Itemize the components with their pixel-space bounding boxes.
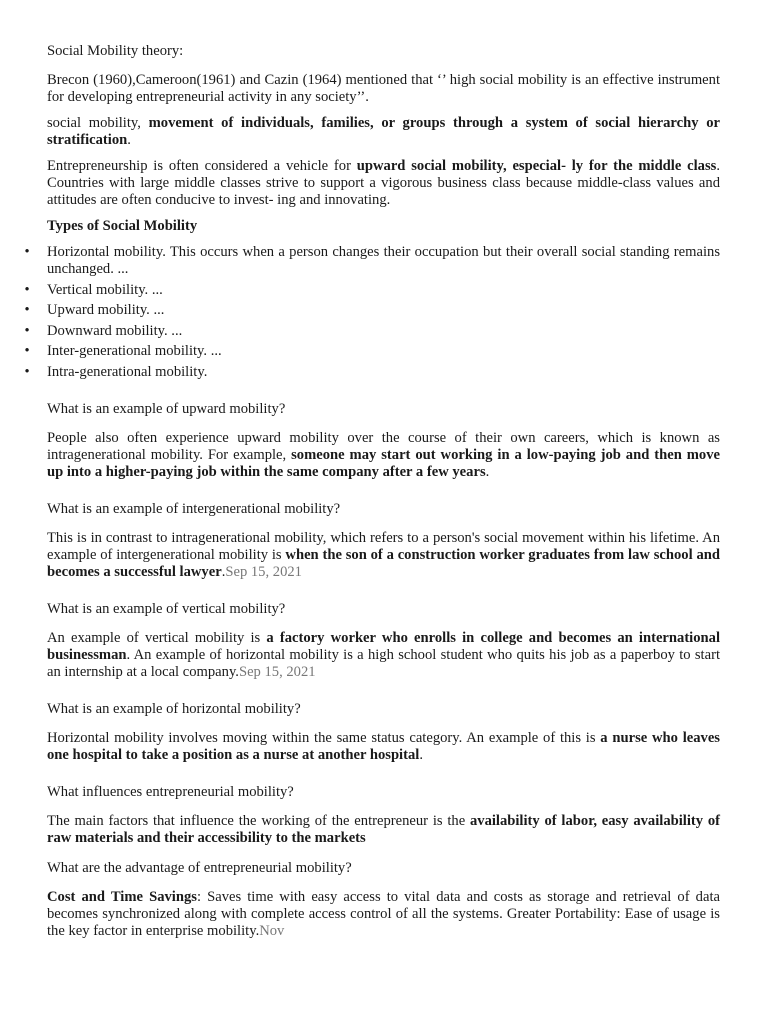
list-item-text: Upward mobility. ...: [47, 302, 165, 318]
answer-lead: People also often experience upward mobility over the course of their own careers, which is known as intragenerational mobility. For example,: [47, 429, 720, 463]
answer-bold: someone may start out working in a low-paying job and then move up into a higher-paying job within the same company after a few years: [47, 446, 720, 480]
bullet-icon: •: [24, 302, 30, 318]
answer-horizontal: [47, 730, 720, 764]
types-heading: Types of Social Mobility: [47, 218, 198, 234]
question-horizontal: What is an example of horizontal mobility?: [47, 700, 301, 717]
question-vertical: What is an example of vertical mobility?: [47, 600, 286, 617]
list-item-text: Inter-generational mobility. ...: [47, 343, 222, 359]
page-title: Social Mobility theory:: [47, 43, 184, 59]
answer-advantage: [47, 889, 720, 940]
entrepreneurship-bold: upward social mobility, especial- ly for the middle class: [356, 158, 717, 174]
answer-bold: a factory worker who enrolls in college and becomes an international businessman: [47, 629, 720, 663]
answer-lead: Horizontal mobility involves moving within the same status category. An example of this is: [47, 729, 601, 746]
list-item: [24, 343, 720, 360]
answer-lead: An example of vertical mobility is: [47, 629, 267, 646]
answer-lead: This is in contrast to intragenerational mobility, which refers to a person's social movement within his lifetime. An example of intergenerational mobility is: [47, 529, 720, 563]
bullet-icon: •: [24, 343, 30, 359]
answer-bold: a nurse who leaves one hospital to take a position as a nurse at another hospital: [47, 729, 720, 763]
list-item-text: Vertical mobility. ...: [47, 281, 163, 298]
bullet-icon: •: [24, 322, 30, 339]
answer-date: Sep 15, 2021: [225, 563, 302, 580]
list-item-text: Intra-generational mobility.: [47, 363, 208, 380]
answer-date: Sep 15, 2021: [238, 663, 316, 680]
answer-intergenerational: [47, 530, 720, 581]
bullet-icon: •: [24, 363, 30, 380]
definition-lead: social mobility,: [47, 115, 149, 131]
answer-bold: Cost and Time Savings: [47, 888, 197, 905]
answer-influences: [47, 813, 720, 847]
question-advantage: What are the advantage of entrepreneurial mobility?: [47, 859, 352, 876]
question-upward: What is an example of upward mobility?: [47, 400, 286, 417]
answer-upward: [47, 430, 720, 481]
definition-tail: .: [127, 132, 131, 148]
answer-lead: The main factors that influence the working of the entrepreneur is the: [47, 812, 470, 829]
list-item: [24, 244, 720, 278]
intro-paragraph: Brecon (1960),Cameroon(1961) and Cazin (1964) mentioned that ‘’ high social mobility is an effective instrument for developing entrepreneurial activity in any society’’.: [47, 72, 720, 105]
question-influences: What influences entrepreneurial mobility?: [47, 783, 294, 800]
bullet-icon: •: [24, 281, 30, 298]
bullet-icon: •: [24, 244, 30, 260]
types-list: [24, 244, 720, 381]
answer-bold: availability of labor, easy availability of raw materials and their accessibility to the markets: [47, 812, 720, 846]
list-item: [24, 363, 720, 381]
definition-paragraph: [47, 115, 720, 149]
answer-bold: when the son of a construction worker graduates from law school and becomes a successful lawyer: [47, 546, 720, 580]
answer-tail: : Saves time with easy access to vital data and costs as storage and retrieval of data becomes synchronized along with complete access control of all the systems. Greater Portability: Ease of usage is the key factor in enterprise mobility.: [47, 888, 720, 939]
answer-tail: .: [485, 463, 490, 480]
answer-date: Nov: [259, 922, 285, 939]
answer-tail: . An example of horizontal mobility is a high school student who quits his job as a paperboy to start an internship at a local company.: [47, 646, 720, 680]
list-item: [24, 322, 720, 340]
list-item-text: Horizontal mobility. This occurs when a person changes their occupation but their overall social standing remains unchanged. ...: [47, 244, 720, 277]
entrepreneurship-lead: Entrepreneurship is often considered a vehicle for: [47, 158, 357, 174]
entrepreneurship-tail: . Countries with large middle classes strive to support a vigorous business class because middle-class values and attitudes are often conducive to invest- ing and innovating.: [47, 158, 720, 208]
list-item: [24, 302, 720, 319]
document-page: [24, 43, 720, 949]
definition-bold: movement of individuals, families, or groups through a system of social hierarchy or stratification: [47, 115, 720, 148]
list-item: [24, 281, 720, 299]
answer-tail: .: [419, 746, 423, 763]
answer-vertical: [47, 630, 720, 681]
question-intergenerational: What is an example of intergenerational mobility?: [47, 500, 341, 517]
list-item-text: Downward mobility. ...: [47, 322, 183, 339]
answer-tail: .: [221, 563, 226, 580]
entrepreneurship-paragraph: [47, 158, 720, 209]
